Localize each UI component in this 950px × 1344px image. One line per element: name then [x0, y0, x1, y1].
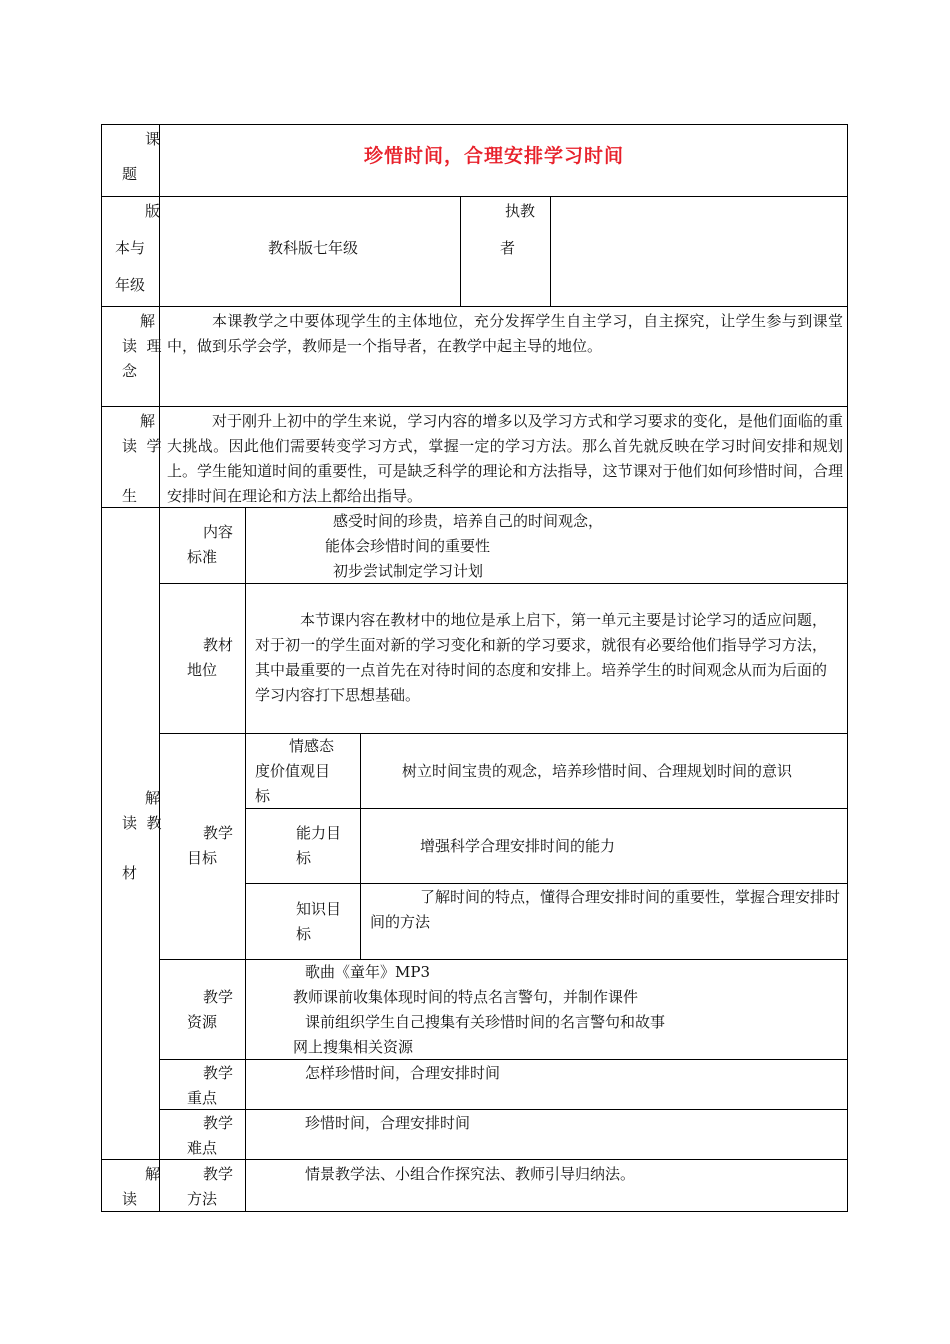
- version-label: 本与: [115, 239, 146, 257]
- difficulty-text: 珍惜时间，合理安排时间: [305, 1114, 471, 1132]
- column-divider: [360, 733, 361, 960]
- column-divider: [460, 196, 461, 307]
- table-border-right: [847, 124, 848, 1212]
- position-label: 地位: [187, 661, 218, 679]
- row-divider: [101, 196, 848, 197]
- ability-objective-label: 能力目: [296, 824, 342, 842]
- version-value: 教科版七年级: [268, 239, 359, 257]
- objectives-label: 目标: [187, 849, 218, 867]
- method-outer-label: 读: [122, 1190, 138, 1208]
- teacher-label: 执教: [505, 202, 536, 220]
- key-point-label: 重点: [187, 1089, 218, 1107]
- teacher-label: 者: [500, 239, 516, 257]
- method-label: 教学: [203, 1165, 234, 1183]
- lesson-title: 珍惜时间，合理安排学习时间: [364, 145, 625, 167]
- resources-label: 教学: [203, 988, 234, 1006]
- column-divider: [159, 124, 160, 1212]
- students-label: 读 学: [122, 437, 162, 455]
- content-standard-line: 感受时间的珍贵，培养自己的时间观念，: [333, 512, 604, 530]
- knowledge-objective-text: 了解时间的特点，懂得合理安排时间的重要性，掌握合理安排时间的方法: [370, 888, 841, 931]
- difficulty-label: 教学: [203, 1114, 234, 1132]
- emotion-objective-label: 度价值观目: [255, 762, 331, 780]
- resources-label: 资源: [187, 1013, 218, 1031]
- row-divider: [159, 959, 848, 960]
- textbook-label: 材: [122, 864, 138, 882]
- knowledge-objective-label: 标: [296, 925, 312, 943]
- version-label: 版: [145, 202, 161, 220]
- emotion-objective-text: 树立时间宝贵的观念，培养珍惜时间、合理规划时间的意识: [402, 762, 793, 780]
- concept-text: 本课教学之中要体现学生的主体地位，充分发挥学生自主学习，自主探究，让学生参与到课堂中，做到乐学会学，教师是一个指导者，在教学中起主导的地位。: [167, 312, 843, 355]
- topic-label: 课: [145, 130, 161, 148]
- resource-item: 歌曲《童年》MP3: [305, 963, 430, 981]
- method-outer-label: 解: [145, 1165, 161, 1183]
- row-divider: [159, 1109, 848, 1110]
- resource-item: 网上搜集相关资源: [293, 1038, 414, 1056]
- concept-label: 解: [140, 312, 156, 330]
- content-standard-line: 能体会珍惜时间的重要性: [325, 537, 491, 555]
- textbook-label: 解: [145, 789, 161, 807]
- difficulty-label: 难点: [187, 1139, 218, 1157]
- resource-item: 教师课前收集体现时间的特点名言警句，并制作课件: [293, 988, 639, 1006]
- textbook-label: 读 教: [122, 814, 162, 832]
- students-label: 解: [140, 412, 156, 430]
- resource-item: 课前组织学生自己搜集有关珍惜时间的名言警句和故事: [305, 1013, 666, 1031]
- content-standard-line: 初步尝试制定学习计划: [333, 562, 484, 580]
- content-standard-label: 内容: [203, 523, 234, 541]
- column-divider: [245, 507, 246, 1212]
- method-text: 情景教学法、小组合作探究法、教师引导归纳法。: [305, 1165, 636, 1183]
- table-border-left: [101, 124, 102, 1212]
- knowledge-objective-label: 知识目: [296, 900, 342, 918]
- key-point-label: 教学: [203, 1064, 234, 1082]
- row-divider: [245, 808, 848, 809]
- row-divider: [159, 583, 848, 584]
- table-border-top: [101, 124, 848, 125]
- row-divider: [101, 406, 848, 407]
- students-label: 生: [122, 487, 138, 505]
- concept-label: 读 理: [122, 337, 162, 355]
- objectives-label: 教学: [203, 824, 234, 842]
- concept-label: 念: [122, 362, 138, 380]
- ability-objective-label: 标: [296, 849, 312, 867]
- column-divider: [550, 196, 551, 307]
- students-text: 对于刚升上初中的学生来说，学习内容的增多以及学习方式和学习要求的变化，是他们面临的重大挑战。因此他们需要转变学习方式，掌握一定的学习方法。那么首先就反映在学习时间安排和规划上。学生能知道时间的重要性，可是缺乏科学的理论和方法指导，这节课对于他们如何珍惜时间，合理安排时间在理论和方法上都给出指导。: [167, 412, 843, 505]
- version-label: 年级: [115, 276, 146, 294]
- position-text: 本节课内容在教材中的地位是承上启下，第一单元主要是讨论学习的适应问题，对于初一的学生面对新的学习变化和新的学习要求，就很有必要给他们指导学习方法，其中最重要的一点首先在对待时间的态度和安排上。培养学生的时间观念从而为后面的学习内容打下思想基础。: [255, 611, 827, 704]
- key-point-text: 怎样珍惜时间，合理安排时间: [305, 1064, 501, 1082]
- ability-objective-text: 增强科学合理安排时间的能力: [420, 837, 616, 855]
- content-standard-label: 标准: [187, 548, 218, 566]
- emotion-objective-label: 标: [255, 787, 271, 805]
- row-divider: [245, 883, 848, 884]
- topic-label: 题: [122, 165, 138, 183]
- row-divider: [159, 1059, 848, 1060]
- row-divider: [159, 733, 848, 734]
- position-label: 教材: [203, 636, 234, 654]
- emotion-objective-label: 情感态: [289, 737, 335, 755]
- method-label: 方法: [187, 1190, 218, 1208]
- row-divider: [101, 306, 848, 307]
